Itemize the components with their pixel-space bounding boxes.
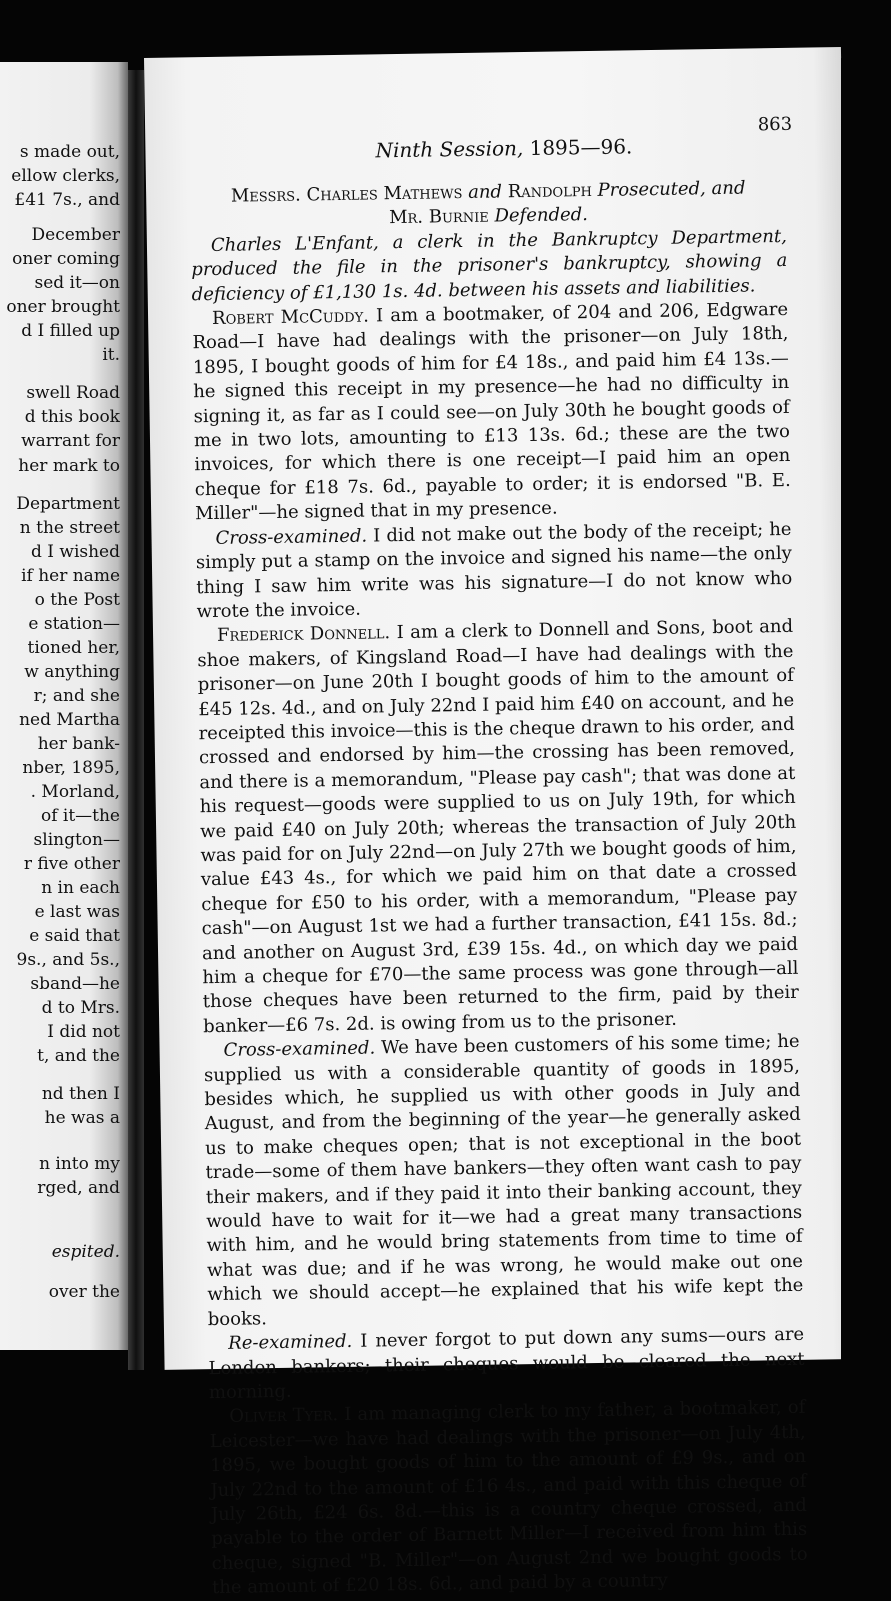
left-page-fragment: s made out, — [19, 142, 120, 162]
left-page-fragment: her bank- — [37, 734, 120, 754]
testimony-text: I am a clerk to Donnell and Sons, boot and shoe makers, of Kingsland Road—I have had dealings with the prisoner—on June 20th I bought goods of him to the amount of £45 12s. 4d., and on July 22nd I paid him £40 on account, and he receipted this invoice—this is the cheque drawn to his order, and crossed and endorsed by him—the crossing has been removed, and there is a memorandum, "Please pay cash"; that was done at his request—goods were supplied to us on July 19th, for which we paid £40 on July 20th; whereas the transaction of July 20th was paid for on July 22nd—on July 27th we bought goods of him, value £43 4s., for which we paid him on that date a crossed cheque for £50 to his order, with a memorandum, "Please pay cash"—on August 1st we had a further transaction, £41 15s. 8d.; and another on August 3rd, £39 15s. 4d., on which day we paid him a cheque for £70—the same process was gone through—all those cheques have been returned to the firm, paid by their banker—£6 7s. 2d. is owing from us to the prisoner. — [197, 616, 799, 1038]
testimony-text: I never forgot to put down any sums—ours are London bankers; their cheques would be cleared the next morning. — [208, 1323, 805, 1404]
paragraph-donnell — [197, 615, 799, 1039]
examination-label: Cross-examined. — [215, 525, 368, 549]
left-page-fragment: espited. — [51, 1242, 120, 1262]
left-page-fragment: o the Post — [34, 590, 120, 610]
left-page-fragment: 9s., and 5s., — [16, 950, 120, 970]
left-page-fragment: her mark to — [18, 456, 120, 476]
left-page-fragment: t, and the — [37, 1046, 120, 1066]
left-page-fragment: d this book — [24, 407, 120, 427]
examination-label: Cross-examined. — [223, 1037, 376, 1062]
heading-counsel-3: Mr. Burnie — [388, 206, 489, 229]
left-page-fragment: r five other — [23, 854, 120, 874]
left-page-fragment: swell Road — [26, 383, 120, 403]
paragraph-mccuddy — [192, 298, 791, 527]
left-page-fragment: w anything — [24, 662, 120, 682]
left-page-fragment: n into my — [39, 1154, 120, 1174]
heading-and: and — [467, 181, 503, 203]
left-page-fragment: r; and she — [33, 686, 120, 706]
paragraph-lenfant: Charles L'Enfant, a clerk in the Bankruptcy Department, produced the file in the prisoner's bankruptcy, showing a deficiency of £1,130 1s. 4d. between his assets and liabilities. — [191, 225, 788, 305]
testimony-text: I am a bootmaker, of 204 and 206, Edgware Road—I have had dealings with the prisoner—on July 18th, 1895, I bought goods of him for £4 18s., and paid him £4 13s.—he signed this receipt in my presence—he had no difficulty in signing it, as far as I could see—on July 30th he bought goods of me in two lots, amounting to £13 13s. 6d.; these are the two invoices, for which there is one receipt—I paid him an open cheque for £18 7s. 6d., payable to order; it is endorsed "B. E. Miller"—he signed that in my presence. — [192, 298, 791, 525]
left-page-fragment: d I wished — [30, 542, 120, 562]
heading-role-1: Prosecuted, and — [597, 177, 746, 201]
right-page — [144, 47, 862, 1599]
left-page — [0, 62, 128, 1350]
heading-counsel-1: Messrs. Charles Mathews — [230, 182, 463, 207]
heading-role-2: Defended. — [494, 204, 589, 227]
left-page-fragment: slington— — [33, 830, 120, 850]
left-page-fragment: tioned her, — [27, 638, 120, 658]
left-page-fragment: rged, and — [37, 1178, 120, 1198]
left-page-fragment: e last was — [34, 902, 120, 922]
testimony-text: We have been customers of his some time; he supplied us with a considerable quantity of goods in 1895, besides which, he supplied us with other goods in July and August, and from the beginning of the year—he generally asked us to make cheques open; that is not exceptional in the boot trade—some of them have bankers—they often want cash to pay their makers, and if they paid it into their banking account, they would have to wait for it—we had a great many transactions with him, and he would bring statements from time to time of what was due; and if he was wrong, he would make out one which we should accept—he explained that his wife kept the books. — [203, 1031, 804, 1330]
left-page-fragment: . Morland, — [30, 782, 120, 802]
left-page-fragment: I did not — [47, 1022, 120, 1042]
witness-name: Frederick Donnell. — [216, 622, 391, 647]
testimony-text: I did not make out the body of the receipt; he simply put a stamp on the invoice and signed his name—the only thing I saw him write was his signature—I do not know who wrote the invoice. — [195, 518, 793, 623]
heading-counsel-2: Randolph — [507, 179, 593, 203]
paragraph-re-examined — [208, 1323, 805, 1406]
page-number: 863 — [757, 113, 793, 136]
left-page-fragment: n the street — [19, 518, 120, 538]
left-page-fragment: nd then I — [41, 1084, 120, 1104]
left-page-fragment: ellow clerks, — [11, 166, 120, 186]
left-page-fragment: if her name — [21, 566, 120, 586]
witness-name: Oliver Tyer. — [229, 1404, 339, 1428]
left-page-fragment: oner coming — [12, 249, 120, 269]
left-page-fragment: sband—he — [30, 974, 120, 994]
left-page-fragment: warrant for — [21, 431, 120, 451]
left-page-fragment: e station— — [28, 614, 120, 634]
background-edge — [841, 58, 891, 1378]
body-text — [190, 176, 808, 1601]
left-page-fragment: it. — [102, 345, 120, 365]
book-gutter — [128, 70, 144, 1370]
left-page-fragment: d I filled up — [21, 321, 120, 341]
left-page-fragment: e said that — [29, 926, 120, 946]
left-page-fragment: he was a — [44, 1108, 120, 1128]
left-page-fragment: ned Martha — [19, 710, 120, 730]
left-page-fragment: sed it—on — [34, 273, 120, 293]
witness-name: Robert McCuddy. — [211, 305, 370, 329]
left-page-fragment: oner brought — [6, 297, 120, 317]
left-page-fragment: n in each — [41, 878, 120, 898]
paragraph-cross-examined-1 — [195, 518, 792, 625]
left-page-fragment: nber, 1895, — [22, 758, 120, 778]
running-head — [375, 134, 632, 162]
left-page-fragment: d to Mrs. — [41, 998, 120, 1018]
left-page-fragment: over the — [48, 1282, 120, 1302]
paragraph-tyer — [209, 1396, 808, 1601]
left-page-fragment: £41 7s., and — [14, 190, 120, 210]
left-page-fragment: of it—the — [40, 806, 120, 826]
left-page-fragment: Department — [16, 494, 120, 514]
running-head-year: 1895—96. — [529, 134, 633, 160]
paragraph-cross-examined-2 — [203, 1030, 804, 1332]
running-head-session: Ninth Session, — [375, 136, 524, 163]
left-page-fragment: December — [31, 225, 120, 245]
examination-label: Re-examined. — [228, 1330, 353, 1354]
testimony-text: I am managing clerk to my father, a bootmaker, of Leicester—we have had dealings with the prisoner—on July 4th, 1895, we bought goods of him to the amount of £9 9s., and on July 22nd to the amount of £16 4s., and paid with this cheque of July 26th, £24 6s. 8d.—this is a country cheque crossed, and payable to the order of Barnett Miller—I received from him this cheque, signed "B. Miller"—on August 2nd we bought goods to the amount of £20 18s. 6d., and paid by a country — [209, 1397, 808, 1599]
